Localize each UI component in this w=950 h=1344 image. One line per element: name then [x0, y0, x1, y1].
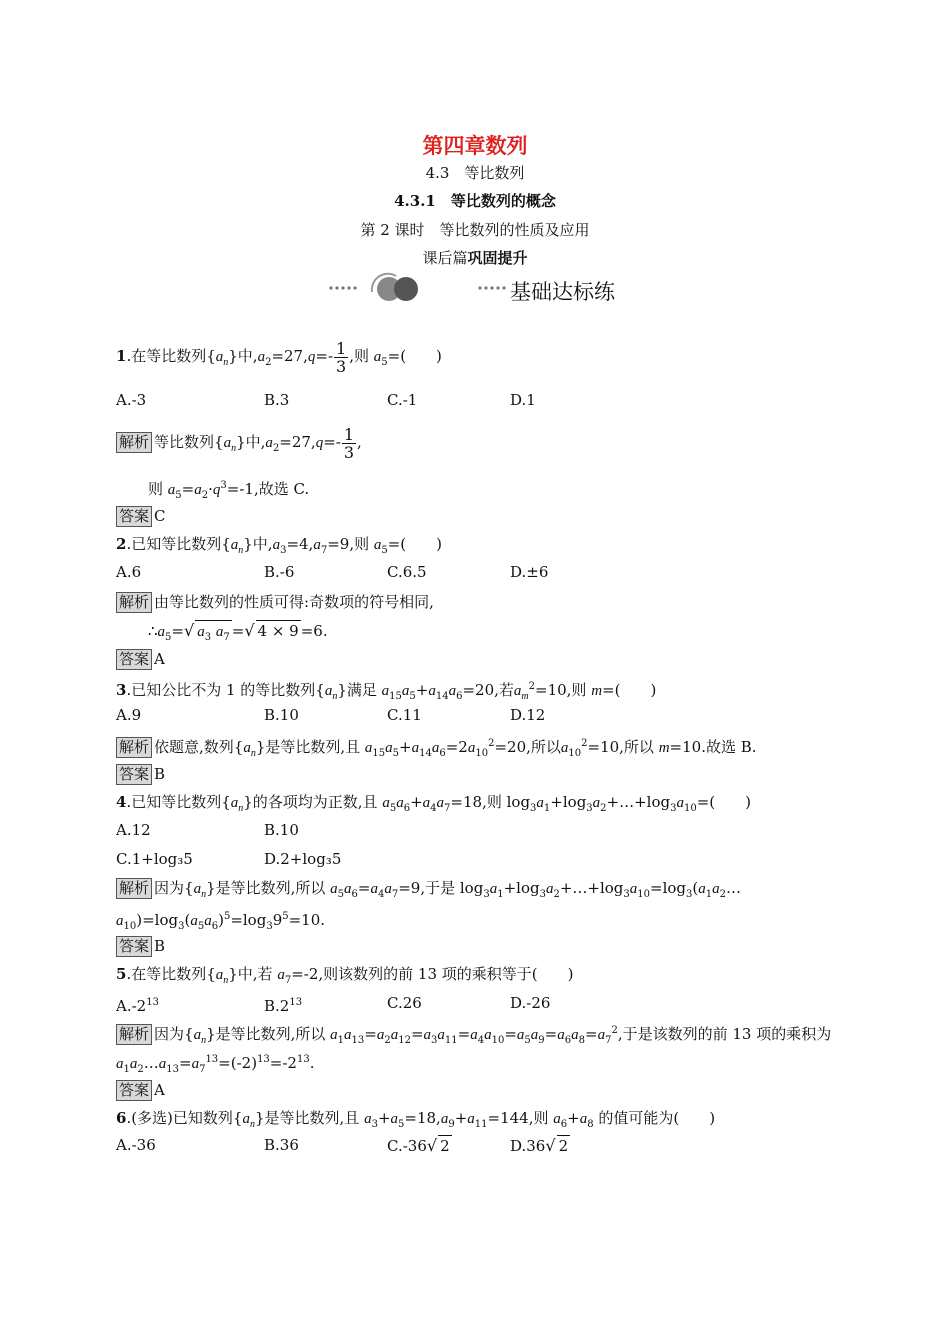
q6-option-d: D.36√ 2 [510, 1136, 569, 1155]
q1-option-a: A.-3 [116, 391, 147, 409]
q2-analysis-line2: $\therefore a_5=√$ $a_3$ $a_7$ =√ 4 × 9 =6. [148, 620, 328, 648]
answer-tag: 答案 [116, 936, 152, 957]
q3-option-a: A.9 [116, 706, 142, 724]
fraction: $\frac{1}{3}$ [336, 338, 347, 376]
q4-option-d: D.2+log₃5 [264, 850, 342, 868]
q1-answer: 答案 C [116, 506, 166, 527]
q5-answer: 答案 A [116, 1080, 165, 1101]
question-5: 5.在等比数列$\{a_n\}$中,若 $a_7=-2$,则该数列的前 13 项的乘积等于( ) [116, 965, 574, 986]
part-title [0, 247, 950, 268]
part-prefix: 课后篇 [422, 249, 468, 267]
q4-answer: 答案 B [116, 936, 165, 957]
question-6: 6.(多选)已知数列$\{a_n\}$是等比数列,且 $a_3+a_5=18,a_9+a_{11}=144$,则 $a_6+a_8$ 的值可能为( ) [116, 1109, 716, 1130]
analysis-tag: 解析 [116, 432, 152, 453]
q4-option-c: C.1+log₃5 [116, 850, 193, 868]
banner-title: 基础达标练 [510, 280, 615, 304]
q5-analysis-line2: $a_1a_2\dots a_{13}=a_7^{13}=(-2)^{13}=-2^{13}$. [116, 1054, 315, 1075]
q5-option-a: $A.-2^{13}$ [116, 997, 159, 1015]
analysis-tag: 解析 [116, 1024, 152, 1045]
answer-tag: 答案 [116, 1080, 152, 1101]
banner [0, 268, 950, 308]
part-bold: 巩固提升 [467, 249, 528, 267]
q5-option-d: D.-26 [510, 994, 551, 1012]
analysis-tag: 解析 [116, 737, 152, 758]
q6-option-b: B.36 [264, 1136, 299, 1154]
answer-tag: 答案 [116, 506, 152, 527]
q2-option-b: B.-6 [264, 563, 295, 581]
q5-option-c: C.26 [387, 994, 422, 1012]
subsection-title: 4.3.1 等比数列的概念 [394, 192, 556, 210]
q1-analysis: 解析 等比数列$\{a_n\}$中$,a_2=27,q=-$ $\frac{1}{3}$ , [116, 422, 362, 469]
q2-option-c: C.6.5 [387, 563, 427, 581]
banner-decoration-icon [0, 268, 950, 308]
q3-option-c: C.11 [387, 706, 422, 724]
q3-option-b: B.10 [264, 706, 299, 724]
q2-option-d: D.±6 [510, 563, 549, 581]
answer-tag: 答案 [116, 764, 152, 785]
analysis-tag: 解析 [116, 878, 152, 899]
q2-analysis: 解析 由等比数列的性质可得:奇数项的符号相同, [116, 592, 434, 613]
q4-option-b: B.10 [264, 821, 299, 839]
q4-analysis: 解析 因为$\{a_n\}$是等比数列,所以 $a_5a_6=a_4a_7=9$,于是 $\log_3a_1+\log_3a_2+\dots+\log_3a_{10}=\log_3(a_1a_2\dots$ [116, 878, 741, 905]
q4-analysis-line2: $a_{10})=\log_3(a_5a_6)^5=\log_39^5=10$. [116, 911, 326, 932]
q1-option-d: D.1 [510, 391, 536, 409]
chapter-title: 第四章数列 [422, 133, 528, 158]
q3-answer: 答案 B [116, 764, 165, 785]
q6-option-a: A.-36 [116, 1136, 156, 1154]
q2-option-a: A.6 [116, 563, 142, 581]
answer-tag: 答案 [116, 649, 152, 670]
q6-option-c: C.-36√ 2 [387, 1136, 450, 1155]
q2-answer: 答案 A [116, 649, 165, 670]
q4-option-a: A.12 [116, 821, 151, 839]
analysis-tag: 解析 [116, 592, 152, 613]
lesson-title: 第 2 课时 等比数列的性质及应用 [360, 221, 590, 239]
question-1: 1.在等比数列$\{a_n\}$中$,a_2=27,q=-$ $\frac{1}{3}$ ,则 $a_5=$( ) [116, 338, 442, 376]
question-2: 2.已知等比数列$\{a_n\}$中$,a_3=4,a_7=9$,则 $a_5=$( ) [116, 535, 443, 556]
q5-analysis: 解析 因为$\{a_n\}$是等比数列,所以 $a_1a_{13}=a_2a_{12}=a_3a_{11}=a_4a_{10}=a_5a_9=a_6a_8=a_7^2$,于是该数列的前 13 项的乘积为 [116, 1021, 831, 1051]
q1-option-c: C.-1 [387, 391, 418, 409]
q3-analysis: 解析 依题意,数列$\{a_n\}$是等比数列,且 $a_{15}a_5+a_{14}a_6=2a_{10}^2=20$,所以$a_{10}^2=10$,所以 m=10.故选 B. [116, 734, 757, 764]
q1-option-b: B.3 [264, 391, 290, 409]
q1-analysis-line2: 则 $a_5=a_2\cdot q^3=-1$,故选 C. [148, 480, 310, 501]
question-3: 3.已知公比不为 1 的等比数列$\{a_n\}$满足 $a_{15}a_5+a_{14}a_6=20$,若$a_m^2=10$,则 m=( ) [116, 681, 657, 702]
q5-option-b: $B.2^{13}$ [264, 997, 303, 1015]
question-4: 4.已知等比数列$\{a_n\}$的各项均为正数,且 $a_5a_6+a_4a_7=18$,则 $\log_3a_1+\log_3a_2+\dots+\log_3a_{10}=$( ) [116, 793, 752, 814]
q3-option-d: D.12 [510, 706, 546, 724]
section-title: 4.3 等比数列 [425, 164, 525, 182]
